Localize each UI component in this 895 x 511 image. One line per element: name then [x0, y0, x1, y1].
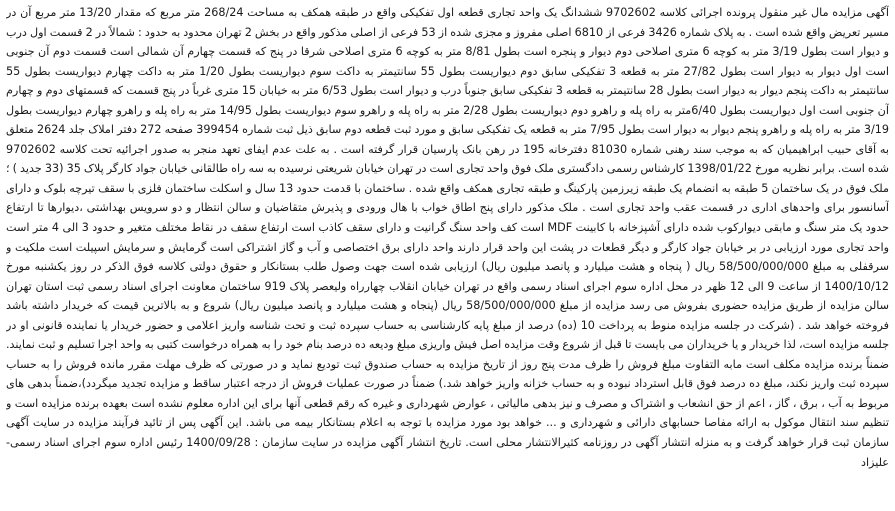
- notice-body-text: آگهی مزایده مال غیر منقول پرونده اجرائی کلاسه 9702602 ششدانگ یک واحد تجاری قطعه اول تفکیکی واقع در طبقه همکف به مساحت 268/24 متر مربع که مقدار 13/20 متر مربع آن در مسیر تعریض واقع شده است . به پلاک شماره 3426 فرعی از 6810 اصلی مفروز و مجزی شده از 53 فرعی از اصلی مذکور واقع در بخش 2 تهران محدود به حدود : شمالاً در 2 قسمت اول درب و دیوار است بطول 3/19 متر به کوچه 6 متری اصلاحی دوم دیوار و پنجره است بطول 8/81 متر به کوچه 6 متری اصلاحی شرقا در پنج که قسمت چهارم آن شمالی است قسمت دوم آن جنوبی است اول دیوار به دیوار است بطول 27/82 متر به قطعه 3 تفکیکی سابق دوم دیواریست بطول 55 سانتیمتر به داکت سوم دیواریست بطول 1/20 متر به داکت چهارم دیواریست بطول 55 سانتیمتر به داکت پنجم دیوار به دیوار است بطول 28 سانتیمتر به قطعه 3 تفکیکی سابق جنوباً درب و دیوار است بطول 6/53 متر به خیابان 15 متری غرباً در پنج قسمت که قسمتهای دوم و چهارم آن جنوبی است اول دیواریست بطول 6/40متر به راه پله و راهرو دوم دیواریست بطول 2/28 متر به راه پله و راهرو سوم دیواریست بطول 14/95 متر به راه پله و راهرو چهارم دیواریست بطول 3/19 متر به راه پله و راهرو پنجم دیوار به دیوار است بطول 7/95 متر به قطعه یک تفکیکی سابق و مورد ثبت قطعه دوم سابق ذیل ثبت شماره 399454 صفحه 272 دفتر املاک جلد 2624 متعلق به آقای حبیب ابراهیمیان که به موجب سند رهنی شماره 81030 دفترخانه 195 در رهن بانک پارسیان قرار گرفته است . به علت عدم ایفای تعهد منجر به صدور اجرائیه تحت کلاسه 9702602 شده است. برابر نظریه مورخ 1398/01/22 کارشناس رسمی دادگستری ملک فوق واحد تجاری است در تهران خیابان شریعتی نرسیده به سه راه طالقانی خیابان جواد کارگر پلاک 35 (33 جدید ) ؛ ملک فوق در یک ساختمان 5 طبقه به انضمام یک طبقه زیرزمین پارکینگ و طبقه تجاری همکف واقع شده . ساختمان با قدمت حدود 13 سال و اسکلت ساختمان فلزی با سقف تیرچه بلوک و دارای آسانسور برای واحدهای اداری در قسمت عقب واحد تجاری است . ملک مذکور دارای پنج اطاق خواب با هال ورودی و پذیرش متقاضیان و سالن انتظار و دو سرویس بهداشتی ،دیوارها تا ارتفاع حدود یک متر سنگ و مابقی دیوارکوب شده دارای آشپزخانه با کابینت MDF است کف واحد سنگ گرانیت و دارای سقف کاذب است ارتفاع سقف در نقاط مختلف متغیر و حدود 3 الی 4 متر است واحد تجاری مورد ارزیابی در بر خیابان جواد کارگر و دیگر قطعات در پشت این واحد قرار دارند واحد دارای برق اختصاصی و آب و گاز اشتراکی است گرمایش و سرمایش اسپیلت است ملکیت و سرقفلی به مبلغ 58/500/000/000 ریال ( پنجاه و هشت میلیارد و پانصد میلیون ریال) ارزیابی شده است جهت وصول طلب بستانکار و حقوق دولتی کلاسه فوق الذکر در روز یکشنبه مورخ 1400/10/12 از ساعت 9 الی 12 ظهر در محل اداره سوم اجرای اسناد رسمی واقع در تهران خیابان انقلاب چهارراه ولیعصر پلاک 919 ساختمان معاونت اجرای اسناد رسمی ثبت استان تهران سالن مزایده از طریق مزایده حضوری بفروش می رسد مزایده از مبلغ 58/500/000/000 ریال (پنجاه و هشت میلیارد و پانصد میلیون ریال) شروع و به بالاترین قیمت که خریدار داشته باشد فروخته خواهد شد . (شرکت در جلسه مزایده منوط به پرداخت 10 (ده) درصد از مبلغ پایه کارشناسی به حساب سپرده ثبت و تحت شناسه واریز اعلامی و حضور خریدار یا نماینده قانونی او در جلسه مزایده است، لذا خریدار و یا خریداران می بایست تا قبل از شروع وقت مزایده اصل فیش واریزی مبلغ ودیعه ده درصد بنام خود را به همراه درخواست کتبی به واحد اجرا تسلیم و ثبت نمایند. ضمناً برنده مزایده مکلف است مابه التفاوت مبلغ فروش را ظرف مدت پنج روز از تاریخ مزایده به حساب صندوق ثبت تودیع نماید و در صورتی که ظرف مهلت مقرر مانده فروش را به حساب سپرده ثبت واریز نکند، مبلغ ده درصد فوق قابل استرداد نبوده و به حساب خزانه واریز خواهد شد.) ضمناً در صورت عملیات فروش از درجه اعتبار ساقط و مزایده تجدید میگردد)،ضمناً بدهی های مربوط به آب ، برق ، گاز ، اعم از حق انشعاب و اشتراک و مصرف و نیز بدهی مالیاتی ، عوارض شهرداری و غیره که رقم قطعی آنها برای این اداره معلوم نشده است بعهده برنده مزایده است و تنظیم سند انتقال موکول به ارائه مفاصا حسابهای دارائی و شهرداری و ... خواهد بود مورد مزایده با توجه به اعلام بستانکار بیمه می باشد. این آگهی پس از تائید فرآیند مزایده در سایت آگهی سازمان ثبت قرار خواهد گرفت و به منزله انتشار آگهی در روزنامه کثیرالانتشار محلی است. تاریخ انتشار آگهی مزایده در سایت سازمان : 1400/09/28 رئیس اداره سوم اجرای اسناد رسمی- علیزاد: [6, 6, 889, 469]
- auction-notice: [6, 3, 889, 508]
